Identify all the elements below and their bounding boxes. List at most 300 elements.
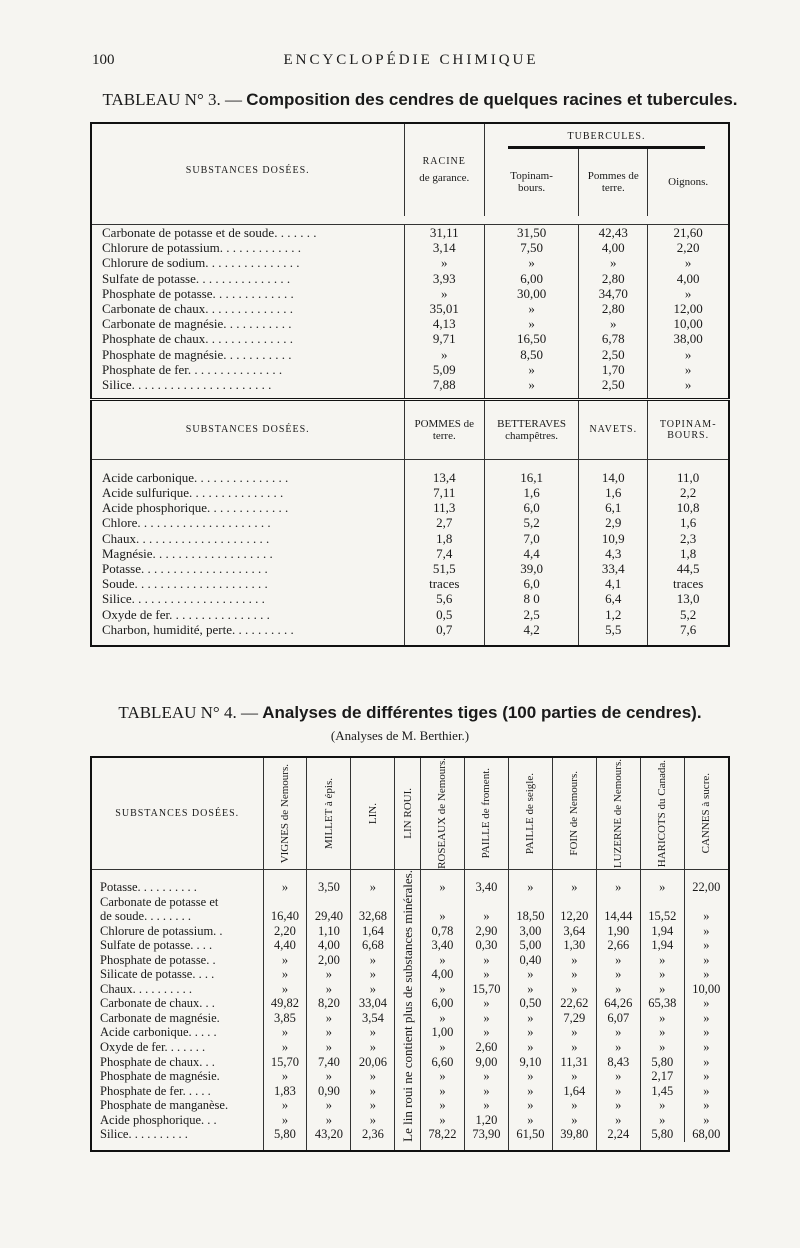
table-row xyxy=(91,316,729,331)
table4-cell: 2,20 xyxy=(263,924,307,939)
table3-part1-cell: 12,00 xyxy=(648,301,729,316)
table3-number: TABLEAU N° 3. — xyxy=(102,90,243,109)
table4-cell: 68,00 xyxy=(684,1127,729,1142)
table4-cell: 1,30 xyxy=(552,938,596,953)
table4-cell: » xyxy=(552,1098,596,1113)
table4-cell: » xyxy=(464,1069,508,1084)
table3-title: Composition des cendres de quelques racines et tubercules. xyxy=(246,90,738,109)
lin-roui-note-text: Le lin roui ne contient plus de substances minérales. xyxy=(399,869,415,1142)
table3-part1-row-label: Phosphate de magnésie. . . . . . . . . . . xyxy=(102,346,292,362)
table4-row-label: Chaux. . . . . . . . . . xyxy=(100,981,193,996)
table4-cell: » xyxy=(421,1084,465,1099)
table3-part1-cell: 4,13 xyxy=(404,316,485,331)
table-row xyxy=(91,546,729,561)
table4-cell: » xyxy=(596,1069,640,1084)
table3-part2-cell: 11,3 xyxy=(404,500,485,515)
table4-cell: 14,44 xyxy=(596,909,640,924)
table3-part2-cell: 6,1 xyxy=(579,500,648,515)
table4-cell: 1,94 xyxy=(640,924,684,939)
table3-part2-cell: 4,4 xyxy=(485,546,579,561)
table4-cell: » xyxy=(684,1098,729,1113)
table3-part1-cell: 21,60 xyxy=(648,225,729,241)
table4-cell: » xyxy=(508,1069,552,1084)
table3-part1-cell: 9,71 xyxy=(404,331,485,346)
table3-part2-cell: 44,5 xyxy=(648,561,729,576)
table3-part2-row-label: Acide carbonique. . . . . . . . . . . . . . . xyxy=(102,469,289,485)
table4-cell: 7,29 xyxy=(552,1011,596,1026)
table4-row-label: Phosphate de magnésie. xyxy=(100,1069,220,1084)
table4-cell: » xyxy=(307,967,351,982)
table4-cell: » xyxy=(552,1040,596,1055)
table3-part1-cell: » xyxy=(404,255,485,270)
table4-cell: 2,36 xyxy=(351,1127,395,1142)
table4-cell: 1,45 xyxy=(640,1084,684,1099)
table3-caption xyxy=(40,90,800,110)
table4-cell xyxy=(351,894,395,909)
table4-cell: 15,70 xyxy=(464,982,508,997)
table4-cell: » xyxy=(263,1069,307,1084)
table3-part1-row-label: Carbonate de potasse et de soude. . . . . . . xyxy=(102,225,317,240)
table3-part1-cell: » xyxy=(485,362,579,377)
table3-part1-row-label: Carbonate de magnésie. . . . . . . . . . . xyxy=(102,316,292,332)
table4-cell xyxy=(596,894,640,909)
table-row xyxy=(91,607,729,622)
table4-cell: 18,50 xyxy=(508,909,552,924)
table3-part2-cell: 2,2 xyxy=(648,485,729,500)
table3-part1-row-label: Phosphate de fer. . . . . . . . . . . . . . . xyxy=(102,361,283,377)
table-row xyxy=(91,622,729,637)
table4-cell: » xyxy=(464,953,508,968)
table4-cell: » xyxy=(307,1040,351,1055)
table4-row-label: Carbonate de potasse et xyxy=(100,894,219,909)
table4-cell: » xyxy=(464,1084,508,1099)
table4-cell: » xyxy=(552,953,596,968)
table4-cell: » xyxy=(263,1025,307,1040)
table4-cell: » xyxy=(684,953,729,968)
table-row xyxy=(91,347,729,362)
table3-part2-row-label: Silice. . . . . . . . . . . . . . . . . . . . . xyxy=(102,591,265,607)
table4-cell: 9,00 xyxy=(464,1054,508,1069)
table-row xyxy=(91,485,729,500)
table3-part1-cell: 3,14 xyxy=(404,240,485,255)
table4-cell: » xyxy=(263,1113,307,1128)
table4-cell: » xyxy=(684,1069,729,1084)
table4-col-header xyxy=(596,757,640,869)
table3-part1-cell: 1,70 xyxy=(579,362,648,377)
table3-part2-cell: 13,0 xyxy=(648,591,729,606)
table4-cell: 15,70 xyxy=(263,1054,307,1069)
table4-cell: » xyxy=(684,924,729,939)
table4-subst-header: SUBSTANCES DOSÉES. xyxy=(91,757,263,869)
table4-cell: » xyxy=(307,982,351,997)
table3-part1-cell: 31,11 xyxy=(404,225,485,241)
table4-cell: 6,60 xyxy=(421,1054,465,1069)
table4-cell: » xyxy=(596,1113,640,1128)
table-row xyxy=(91,255,729,270)
table4-cell: 6,68 xyxy=(351,938,395,953)
table3-part2-cell: 2,9 xyxy=(579,515,648,530)
table4-cell: 5,00 xyxy=(508,938,552,953)
table4-cell: 5,80 xyxy=(640,1127,684,1142)
table3-part1-cell: 5,09 xyxy=(404,362,485,377)
table4-cell: 8,43 xyxy=(596,1054,640,1069)
table4-cell: » xyxy=(684,1040,729,1055)
table4-cell: » xyxy=(552,880,596,895)
table4-cell: » xyxy=(307,1098,351,1113)
table3-part1-cell: 2,50 xyxy=(579,377,648,392)
table4-row-label: Sulfate de potasse. . . . xyxy=(100,938,213,953)
table4-cell: 5,80 xyxy=(640,1054,684,1069)
table3-col-oignons: Oignons. xyxy=(648,148,729,216)
table3-part2-cell: 10,9 xyxy=(579,531,648,546)
table4-cell: » xyxy=(596,982,640,997)
table4-cell: 10,00 xyxy=(684,982,729,997)
table4-cell: » xyxy=(351,1069,395,1084)
table4-cell xyxy=(464,894,508,909)
table4-cell: 33,04 xyxy=(351,996,395,1011)
table4-cell: » xyxy=(351,1040,395,1055)
table3-part2-row-label: Acide sulfurique. . . . . . . . . . . . . . . xyxy=(102,484,284,500)
table3-part2-cell: traces xyxy=(648,576,729,591)
table3-part1-cell: » xyxy=(648,286,729,301)
table4-col-label: HARICOTS du Canada. xyxy=(656,759,669,868)
table3-part2-cell: 39,0 xyxy=(485,561,579,576)
table3-part1-cell: 35,01 xyxy=(404,301,485,316)
table4-col-header xyxy=(640,757,684,869)
table3-part1-cell: » xyxy=(648,347,729,362)
table3-part2-row-label: Soude. . . . . . . . . . . . . . . . . . . . . xyxy=(102,576,268,592)
table-row xyxy=(91,470,729,485)
table4-cell: » xyxy=(464,1025,508,1040)
table4-cell: 73,90 xyxy=(464,1127,508,1142)
table4-cell: » xyxy=(640,982,684,997)
table4-cell: » xyxy=(596,953,640,968)
table4-cell: » xyxy=(263,1098,307,1113)
table3-part1-cell: » xyxy=(404,347,485,362)
table-row xyxy=(91,591,729,606)
table4-cell: » xyxy=(596,880,640,895)
table4-col-header xyxy=(508,757,552,869)
table4-cell: » xyxy=(351,967,395,982)
table3-part1-cell: 4,00 xyxy=(579,240,648,255)
table3-part1-row-label: Carbonate de chaux. . . . . . . . . . . . . . xyxy=(102,301,293,317)
table4-cell: » xyxy=(464,1098,508,1113)
table3-part1-cell: » xyxy=(579,255,648,270)
table4-cell: » xyxy=(684,1025,729,1040)
table4-cell: 1,10 xyxy=(307,924,351,939)
table4-cell: 0,90 xyxy=(307,1084,351,1099)
table4-cell: » xyxy=(684,967,729,982)
table4-cell: 1,90 xyxy=(596,924,640,939)
table4-cell: » xyxy=(640,967,684,982)
table3-part2-row-label: Charbon, humidité, perte. . . . . . . . . . xyxy=(102,621,294,637)
table4-cell: » xyxy=(421,953,465,968)
table3-part2-cell: 6,0 xyxy=(485,500,579,515)
table3-part2-cell: 1,2 xyxy=(579,607,648,622)
table3-part2-cell: 2,7 xyxy=(404,515,485,530)
table3-part2-cell: 5,6 xyxy=(404,591,485,606)
table4-cell: » xyxy=(307,1069,351,1084)
table4-cell: » xyxy=(508,1011,552,1026)
table3-part2-cell: 0,5 xyxy=(404,607,485,622)
table4-cell: 1,20 xyxy=(464,1113,508,1128)
table3-part1-cell: 2,50 xyxy=(579,347,648,362)
table4-row-label: Acide carbonique. . . . . xyxy=(100,1025,217,1040)
table4-cell: » xyxy=(307,1025,351,1040)
table4-cell: 15,52 xyxy=(640,909,684,924)
table4-cell xyxy=(307,894,351,909)
table4-cell: 3,50 xyxy=(307,880,351,895)
table3-part2-cell: 7,11 xyxy=(404,485,485,500)
table4-cell: » xyxy=(684,938,729,953)
table3-part1-cell: 30,00 xyxy=(485,286,579,301)
table3-part1-cell: 42,43 xyxy=(579,225,648,241)
table4-cell: 2,17 xyxy=(640,1069,684,1084)
table4-cell: » xyxy=(351,982,395,997)
table4-cell: 78,22 xyxy=(421,1127,465,1142)
table4-cell: 0,40 xyxy=(508,953,552,968)
table4-cell: » xyxy=(508,1098,552,1113)
table3-part2-cell: 4,2 xyxy=(485,622,579,637)
table4-rows xyxy=(91,869,729,1150)
table4-cell: 22,00 xyxy=(684,880,729,895)
table-row xyxy=(91,561,729,576)
table-row xyxy=(91,225,729,241)
table4-cell: » xyxy=(351,880,395,895)
table4-cell xyxy=(640,894,684,909)
table3-part2-cell: 0,7 xyxy=(404,622,485,637)
table4-col-label: LIN. xyxy=(366,802,379,824)
table3-part2-cell: 13,4 xyxy=(404,470,485,485)
table4-cell: » xyxy=(640,1025,684,1040)
table4-col-header xyxy=(395,757,421,869)
table4-cell: 4,40 xyxy=(263,938,307,953)
table-row xyxy=(91,377,729,392)
table3-part2-cell: 5,2 xyxy=(485,515,579,530)
table4-col-label: FOIN de Nemours. xyxy=(568,771,581,856)
table4-cell: » xyxy=(464,1011,508,1026)
table4-cell: 0,78 xyxy=(421,924,465,939)
table4-cell: » xyxy=(640,880,684,895)
table-row xyxy=(91,531,729,546)
table3-part1-cell: 10,00 xyxy=(648,316,729,331)
table4-cell: » xyxy=(351,1025,395,1040)
table4-col-label: MILLET à épis. xyxy=(322,777,335,849)
table4-cell: » xyxy=(464,967,508,982)
table3-part2-cell: 16,1 xyxy=(485,470,579,485)
table3-part1-cell: 7,50 xyxy=(485,240,579,255)
table4-cell: 2,60 xyxy=(464,1040,508,1055)
table4-cell: » xyxy=(684,996,729,1011)
table3-part1-cell: 31,50 xyxy=(485,225,579,241)
table3-part2-cell: 5,5 xyxy=(579,622,648,637)
table3-tubercules-header: TUBERCULES. xyxy=(485,123,729,148)
table4-cell: » xyxy=(596,1084,640,1099)
table4-cell: » xyxy=(552,1113,596,1128)
table4-cell: » xyxy=(508,1040,552,1055)
table4-cell: » xyxy=(508,1025,552,1040)
table3-part2-row-label: Potasse. . . . . . . . . . . . . . . . . . . . xyxy=(102,560,268,576)
table4-cell: » xyxy=(508,880,552,895)
table4-cell: 3,00 xyxy=(508,924,552,939)
table4-cell: 32,68 xyxy=(351,909,395,924)
table3-part2-cell: 1,6 xyxy=(648,515,729,530)
table3-part1-row-label: Phosphate de chaux. . . . . . . . . . . . . . xyxy=(102,331,294,347)
table3 xyxy=(90,122,730,647)
page-number: 100 xyxy=(92,52,115,68)
table4-cell xyxy=(552,894,596,909)
table4-cell: 3,64 xyxy=(552,924,596,939)
table4-col-header xyxy=(421,757,465,869)
table4-cell: » xyxy=(263,1040,307,1055)
table3-part2-cell: 2,3 xyxy=(648,531,729,546)
table3-part1-cell: 3,93 xyxy=(404,271,485,286)
table4-caption xyxy=(20,703,800,723)
table4-cell: » xyxy=(263,967,307,982)
table4-cell: » xyxy=(640,1113,684,1128)
table4-col-header xyxy=(263,757,307,869)
table-row xyxy=(91,286,729,301)
table3-part2-row-label: Chlore. . . . . . . . . . . . . . . . . . . . . xyxy=(102,515,271,531)
table4-cell: » xyxy=(421,880,465,895)
table4-cell: 1,64 xyxy=(552,1084,596,1099)
table3-part1-cell: » xyxy=(648,362,729,377)
table4-cell: » xyxy=(552,1025,596,1040)
table4-cell: » xyxy=(508,982,552,997)
table3-part2-row-label: Magnésie. . . . . . . . . . . . . . . . . . . xyxy=(102,545,273,561)
table4-cell xyxy=(508,894,552,909)
table4-row-label: Phosphate de manganèse. xyxy=(100,1098,229,1113)
table4-cell: 5,80 xyxy=(263,1127,307,1142)
table3-part1-cell: » xyxy=(485,255,579,270)
table4-row-label: Silicate de potasse. . . . xyxy=(100,967,215,982)
table4-cell: » xyxy=(263,982,307,997)
table3-part1-row-label: Silice. . . . . . . . . . . . . . . . . . . . . . xyxy=(102,377,272,393)
table4-cell: » xyxy=(684,1113,729,1128)
table4-cell: 64,26 xyxy=(596,996,640,1011)
table4-cell: 12,20 xyxy=(552,909,596,924)
table-row xyxy=(91,301,729,316)
table4-row-label: Oxyde de fer. . . . . . . xyxy=(100,1040,206,1054)
table3-part1-cell: 2,20 xyxy=(648,240,729,255)
table4-cell: » xyxy=(596,1098,640,1113)
table4-row-label: Carbonate de chaux. . . xyxy=(100,996,215,1011)
table4-row-label: Potasse. . . . . . . . . . xyxy=(100,879,197,894)
table3-part2-cell: 33,4 xyxy=(579,561,648,576)
table3-part2-cell: 6,0 xyxy=(485,576,579,591)
table3-part1-cell: 4,00 xyxy=(648,271,729,286)
table4-cell xyxy=(421,894,465,909)
table4-cell: 1,00 xyxy=(421,1025,465,1040)
table4-number: TABLEAU N° 4. — xyxy=(118,703,258,722)
table3-part2-cell: 4,1 xyxy=(579,576,648,591)
table4-cell: 2,90 xyxy=(464,924,508,939)
table4 xyxy=(90,756,730,1152)
table4-cell: » xyxy=(421,982,465,997)
table4-row-label: Silice. . . . . . . . . . xyxy=(100,1127,188,1142)
table3-part2-rows xyxy=(91,470,729,637)
table4-cell: » xyxy=(640,1040,684,1055)
table4-cell: » xyxy=(508,967,552,982)
table-row xyxy=(91,362,729,377)
table4-cell: 0,50 xyxy=(508,996,552,1011)
table3-part1-cell: » xyxy=(485,377,579,392)
table4-cell: » xyxy=(684,1011,729,1026)
table4-cell: 8,20 xyxy=(307,996,351,1011)
table4-cell xyxy=(263,894,307,909)
table3-part2-cell: 1,8 xyxy=(648,546,729,561)
table3-part1-cell: » xyxy=(579,316,648,331)
table4-cell: 4,00 xyxy=(421,967,465,982)
table3-part1-cell: 7,88 xyxy=(404,377,485,392)
table4-row-label: Phosphate de chaux. . . xyxy=(100,1054,215,1069)
table4-cell: 39,80 xyxy=(552,1127,596,1142)
table3-part2-cell: 7,6 xyxy=(648,622,729,637)
table4-row-label: Phosphate de potasse. . xyxy=(100,952,216,967)
table4-cell: » xyxy=(351,953,395,968)
table3-part1-cell: » xyxy=(404,286,485,301)
table4-cell: 16,40 xyxy=(263,909,307,924)
table4-cell: » xyxy=(421,1040,465,1055)
table4-col-header xyxy=(464,757,508,869)
table4-cell: 6,07 xyxy=(596,1011,640,1026)
table4-cell: » xyxy=(307,1011,351,1026)
table3-col-topinambours: Topinam-bours. xyxy=(485,148,579,216)
table4-cell: » xyxy=(684,1084,729,1099)
table4-cell: » xyxy=(263,880,307,895)
table4-cell: » xyxy=(464,996,508,1011)
page-header xyxy=(92,52,730,72)
table4-cell: 61,50 xyxy=(508,1127,552,1142)
table4-cell: » xyxy=(552,1069,596,1084)
table4-cell: 9,10 xyxy=(508,1054,552,1069)
table4-lin-roui-note xyxy=(395,869,421,1141)
table4-cell: » xyxy=(640,953,684,968)
table3-part2-cell: 14,0 xyxy=(579,470,648,485)
table4-cell: 22,62 xyxy=(552,996,596,1011)
table3-part2-cell: 1,6 xyxy=(579,485,648,500)
table-row xyxy=(91,515,729,530)
table4-col-label: VIGNES de Nemours. xyxy=(278,763,291,864)
table4-cell: 0,30 xyxy=(464,938,508,953)
table4-cell: » xyxy=(552,982,596,997)
table3-part2-col-betteraves: BETTERAVES champêtres. xyxy=(485,401,579,459)
table4-col-label: ROSEAUX de Nemours. xyxy=(436,758,449,869)
table3-part1-cell: 2,80 xyxy=(579,301,648,316)
table3-part2-cell: 8 0 xyxy=(485,591,579,606)
table4-cell: » xyxy=(351,1098,395,1113)
table4-cell: » xyxy=(307,1113,351,1128)
table3-part2-col-navets: NAVETS. xyxy=(579,401,648,459)
table4-row-label: Acide phosphorique. . . xyxy=(100,1112,217,1127)
table4-cell: 3,54 xyxy=(351,1011,395,1026)
table4-cell: 3,85 xyxy=(263,1011,307,1026)
table3-part1-row-label: Chlorure de potassium. . . . . . . . . . . . . xyxy=(102,240,301,256)
table4-cell xyxy=(684,894,729,909)
table4-cell: » xyxy=(351,1113,395,1128)
table4-cell: » xyxy=(640,1011,684,1026)
table4-cell: 2,66 xyxy=(596,938,640,953)
table4-row-label: Phosphate de fer. . . . . xyxy=(100,1083,211,1098)
table3-part1-cell: 8,50 xyxy=(485,347,579,362)
table3-part1-cell: » xyxy=(648,255,729,270)
table3-part1-cell: 34,70 xyxy=(579,286,648,301)
table3-part1-cell: 38,00 xyxy=(648,331,729,346)
table-row xyxy=(91,240,729,255)
table4-cell: » xyxy=(421,1098,465,1113)
table3-part1-cell: 2,80 xyxy=(579,271,648,286)
table4-cell: » xyxy=(421,1069,465,1084)
